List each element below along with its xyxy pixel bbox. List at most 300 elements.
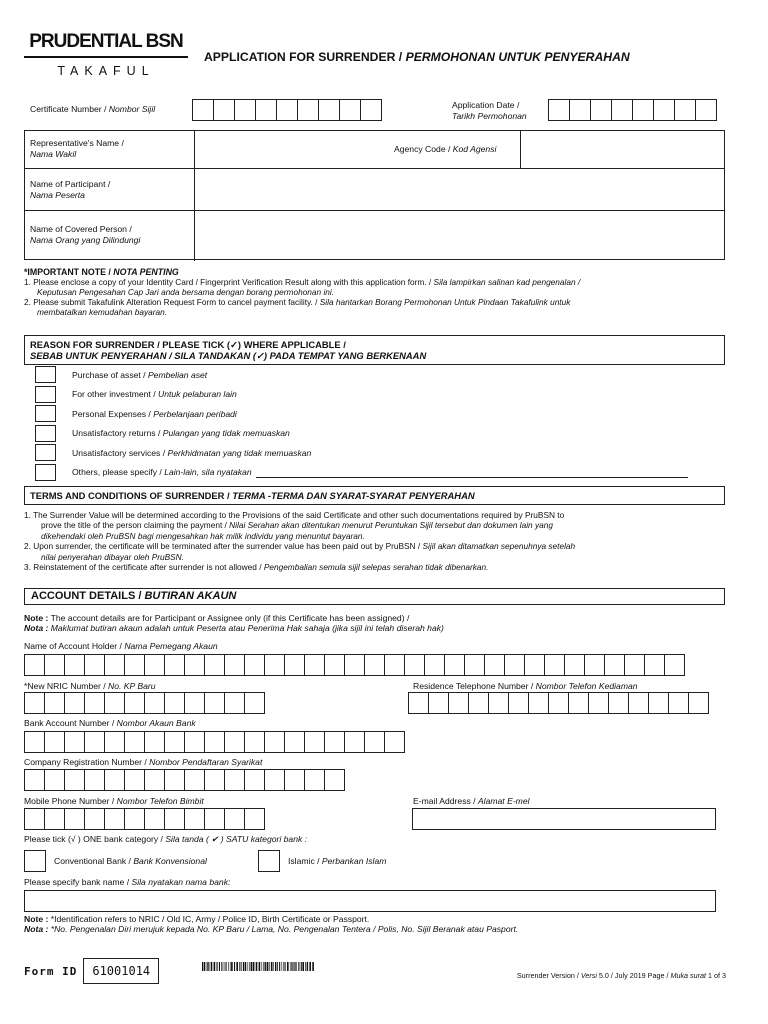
barcode-bar: [285, 962, 286, 971]
certificate-number-cell[interactable]: [360, 99, 382, 121]
nric-cell[interactable]: [64, 692, 85, 714]
certificate-number-cell[interactable]: [276, 99, 298, 121]
account-nota-text: Maklumat butiran akaun adalah untuk Peserta atau Penerima Hak sahaja (jika sijil ini telah diserah hak): [48, 623, 444, 633]
barcode-bar: [305, 962, 306, 971]
reason-option-label-my: Perbelanjaan peribadi: [153, 408, 237, 419]
bank-account-cell[interactable]: [284, 731, 305, 753]
form-title-my: PERMOHONAN UNTUK PENYERAHAN: [405, 50, 630, 64]
account-holder-cell[interactable]: [604, 654, 625, 676]
residence-phone-label-my: Nombor Telefon Kediaman: [535, 681, 638, 691]
account-holder-cell[interactable]: [364, 654, 385, 676]
reason-checkbox[interactable]: [35, 464, 56, 481]
reason-option-label-en: Unsatisfactory returns /: [72, 428, 163, 439]
bank-account-cell[interactable]: [84, 731, 105, 753]
bank-account-cell[interactable]: [364, 731, 385, 753]
barcode-bar: [283, 962, 284, 971]
account-holder-label-my: Nama Pemegang Akaun: [124, 641, 218, 651]
nric-cell[interactable]: [104, 692, 125, 714]
participant-name-label-my: Nama Peserta: [30, 190, 85, 200]
account-holder-cell[interactable]: [184, 654, 205, 676]
company-registration-cell[interactable]: [44, 769, 65, 791]
residence-phone-label-en: Residence Telephone Number /: [413, 681, 536, 691]
residence-phone-cell[interactable]: [408, 692, 429, 714]
identification-nota-text: *No. Pengenalan Diri merujuk kepada No. KP Baru / Lama, No. Pengenalan Tentera / Polis, No. Sijil Beranak atau Pasport.: [48, 924, 519, 934]
bank-account-label-en: Bank Account Number /: [24, 718, 117, 728]
application-date-cell[interactable]: [548, 99, 570, 121]
barcode-bar: [207, 962, 208, 971]
nric-cell[interactable]: [224, 692, 245, 714]
bank-account-cell[interactable]: [324, 731, 345, 753]
form-id: [24, 958, 159, 984]
nric-label-my: No. KP Baru: [108, 681, 156, 691]
account-holder-cell[interactable]: [124, 654, 145, 676]
residence-phone-cell[interactable]: [508, 692, 529, 714]
account-holder-cell[interactable]: [464, 654, 485, 676]
representative-name-label-en: Representative's Name /: [30, 138, 124, 148]
mobile-phone-cell[interactable]: [184, 808, 205, 830]
nric-cell[interactable]: [164, 692, 185, 714]
nric-cell[interactable]: [184, 692, 205, 714]
email-label-en: E-mail Address /: [413, 796, 478, 806]
application-date-cell[interactable]: [653, 99, 675, 121]
reason-checkbox[interactable]: [35, 405, 56, 422]
barcode-bar: [249, 962, 250, 971]
company-registration-cell[interactable]: [224, 769, 245, 791]
account-note-my: [24, 623, 729, 633]
conventional-bank-label: [54, 856, 207, 866]
bank-name-label: [24, 877, 230, 888]
account-header-en: ACCOUNT DETAILS /: [31, 590, 145, 602]
company-registration-cell[interactable]: [164, 769, 185, 791]
residence-phone-cell[interactable]: [488, 692, 509, 714]
barcode-bar: [291, 962, 292, 971]
barcode-bar: [256, 962, 258, 971]
barcode-bar: [251, 962, 253, 971]
nric-label-en: *New NRIC Number /: [24, 681, 109, 691]
identification-nota-label: Nota :: [24, 924, 49, 934]
residence-phone-cell[interactable]: [688, 692, 709, 714]
residence-phone-cell[interactable]: [468, 692, 489, 714]
company-registration-cell[interactable]: [64, 769, 85, 791]
certificate-number-cell[interactable]: [192, 99, 214, 121]
barcode-bar: [263, 962, 264, 971]
account-holder-cell[interactable]: [644, 654, 665, 676]
bank-account-cell[interactable]: [124, 731, 145, 753]
barcode-bar: [294, 962, 295, 971]
account-holder-cell[interactable]: [204, 654, 225, 676]
bank-category-label: [24, 834, 307, 845]
conventional-bank-label-en: Conventional Bank /: [54, 856, 134, 866]
participant-name-label-en: Name of Participant /: [30, 179, 111, 189]
terms-item-3: [24, 562, 729, 572]
barcode-bar: [204, 962, 206, 971]
reason-option-personal-expenses[interactable]: [35, 404, 688, 424]
barcode-bar: [259, 962, 261, 971]
company-registration-cell[interactable]: [264, 769, 285, 791]
certificate-number-cell[interactable]: [255, 99, 277, 121]
mobile-phone-cell[interactable]: [44, 808, 65, 830]
agency-code-field[interactable]: [521, 131, 725, 167]
nric-cell[interactable]: [24, 692, 45, 714]
barcode-bar: [269, 962, 270, 971]
agency-code-label: [394, 144, 496, 155]
bank-account-cell[interactable]: [184, 731, 205, 753]
certificate-number-cell[interactable]: [234, 99, 256, 121]
bank-account-cell[interactable]: [144, 731, 165, 753]
barcode-bar: [301, 962, 302, 971]
certificate-number-cell[interactable]: [297, 99, 319, 121]
company-registration-cell[interactable]: [104, 769, 125, 791]
reason-checkbox[interactable]: [35, 444, 56, 461]
bank-account-cell[interactable]: [264, 731, 285, 753]
bank-account-cell[interactable]: [224, 731, 245, 753]
barcode-bar: [225, 962, 226, 971]
islamic-bank-checkbox[interactable]: [258, 850, 280, 872]
barcode-bar: [302, 962, 304, 971]
account-holder-cell[interactable]: [224, 654, 245, 676]
application-date-label-my: Tarikh Permohonan: [452, 111, 527, 121]
bank-category-islamic[interactable]: [258, 850, 386, 872]
account-header-my: BUTIRAN AKAUN: [144, 590, 237, 602]
bank-name-label-en: Please specify bank name /: [24, 877, 132, 887]
account-holder-cell[interactable]: [384, 654, 405, 676]
mobile-phone-cell[interactable]: [144, 808, 165, 830]
barcode-bar: [271, 962, 273, 971]
nric-cell[interactable]: [84, 692, 105, 714]
reason-checkbox[interactable]: [35, 366, 56, 383]
application-date-cell[interactable]: [674, 99, 696, 121]
account-note-en: [24, 613, 729, 623]
barcode-bar: [241, 962, 242, 971]
representative-name-label-my: Nama Wakil: [30, 149, 77, 159]
bank-account-cell[interactable]: [344, 731, 365, 753]
bank-account-cell[interactable]: [44, 731, 65, 753]
mobile-phone-cell[interactable]: [244, 808, 265, 830]
residence-phone-label: [413, 681, 638, 692]
important-note-item-2-cont: membatalkan kemudahan bayaran.: [37, 307, 168, 317]
barcode-bar: [228, 962, 229, 971]
bank-name-field[interactable]: [24, 890, 716, 912]
reason-options: [35, 365, 688, 482]
bank-account-cell[interactable]: [204, 731, 225, 753]
mobile-phone-cell[interactable]: [164, 808, 185, 830]
mobile-phone-cell[interactable]: [124, 808, 145, 830]
participant-name-field[interactable]: [195, 169, 725, 209]
barcode-bar: [224, 962, 225, 971]
account-section-header: [24, 588, 725, 605]
account-holder-label: [24, 641, 218, 652]
identification-note-my: [24, 924, 734, 934]
account-note-text: The account details are for Participant or Assignee only (if this Certificate has been assigned) /: [48, 613, 410, 623]
email-field[interactable]: [412, 808, 716, 830]
reason-option-label-en: Others, please specify /: [72, 467, 165, 478]
mobile-phone-label: [24, 796, 204, 807]
application-date-label: [452, 100, 527, 122]
account-holder-cell[interactable]: [664, 654, 685, 676]
terms-item-2-line-2: nilai penyerahan dibayar oleh PruBSN.: [41, 551, 184, 562]
bank-account-label-my: Nombor Akaun Bank: [116, 718, 196, 728]
mobile-phone-cell[interactable]: [24, 808, 45, 830]
account-holder-cell[interactable]: [104, 654, 125, 676]
terms-item-1: 1. The Surrender Value will be determined according to the Provisions of the said Certificate and other such documentations required by PruBSN to: [24, 510, 565, 520]
residence-phone-cell[interactable]: [648, 692, 669, 714]
nric-label: [24, 681, 156, 692]
nric-cell[interactable]: [204, 692, 225, 714]
barcode-bar: [312, 962, 314, 971]
barcode-bar: [211, 962, 213, 971]
account-holder-cell[interactable]: [564, 654, 585, 676]
account-holder-cell[interactable]: [444, 654, 465, 676]
mobile-phone-cell[interactable]: [64, 808, 85, 830]
reason-option-others[interactable]: [35, 463, 688, 483]
footer-page-number: 1 of 3: [706, 971, 726, 980]
company-registration-cell[interactable]: [84, 769, 105, 791]
account-holder-label-en: Name of Account Holder /: [24, 641, 125, 651]
terms-item-2-en: 2. Upon surrender, the certificate will be terminated after the surrender value has been paid out by PruBSN /: [24, 541, 423, 552]
reason-option-label: [72, 389, 237, 399]
form-title-en: APPLICATION FOR SURRENDER /: [204, 50, 406, 64]
company-registration-cell[interactable]: [284, 769, 305, 791]
terms-item-1-line-3: dikehendaki oleh PruBSN bagi mengesahkan hak milik individu yang menuntut bayaran.: [41, 530, 365, 541]
others-specify-line[interactable]: [256, 467, 688, 478]
account-holder-cell[interactable]: [324, 654, 345, 676]
certificate-number-label-my: Nombor Sijil: [108, 104, 156, 114]
residence-phone-cell[interactable]: [668, 692, 689, 714]
mobile-phone-cell[interactable]: [204, 808, 225, 830]
nric-cell[interactable]: [144, 692, 165, 714]
residence-phone-boxes[interactable]: [408, 692, 709, 714]
account-holder-cell[interactable]: [244, 654, 265, 676]
mobile-phone-label-en: Mobile Phone Number /: [24, 796, 117, 806]
bank-account-cell[interactable]: [64, 731, 85, 753]
reason-option-label: [72, 428, 290, 438]
nric-cell[interactable]: [244, 692, 265, 714]
account-holder-cell[interactable]: [544, 654, 565, 676]
account-holder-cell[interactable]: [304, 654, 325, 676]
company-registration-cell[interactable]: [184, 769, 205, 791]
reason-option-label-my: Lain-lain, sila nyatakan: [164, 467, 252, 478]
conventional-bank-checkbox[interactable]: [24, 850, 46, 872]
terms-item-1-line-2: [24, 520, 729, 530]
reason-option-label-en: Personal Expenses /: [72, 408, 154, 419]
barcode-bar: [239, 962, 240, 971]
account-note: [24, 613, 729, 633]
reason-option-label-en: Unsatisfactory services /: [72, 447, 168, 458]
residence-phone-cell[interactable]: [448, 692, 469, 714]
mobile-phone-cell[interactable]: [84, 808, 105, 830]
reason-option-label-my: Pembelian aset: [147, 369, 208, 380]
certificate-number-cell[interactable]: [339, 99, 361, 121]
terms-item-1-my: Nilai Serahan akan ditentukan menurut Peruntukan Sijil tersebut dan dokumen lain yang: [229, 520, 553, 531]
reason-option-unsatisfactory-returns[interactable]: [35, 424, 688, 444]
bank-account-cell[interactable]: [304, 731, 325, 753]
covered-person-field[interactable]: [195, 211, 725, 260]
application-date-cell[interactable]: [632, 99, 654, 121]
reason-header-my: SEBAB UNTUK PENYERAHAN / SILA TANDAKAN (✓) PADA TEMPAT YANG BERKENAAN: [30, 350, 427, 361]
covered-person-label: [30, 224, 140, 246]
company-registration-boxes[interactable]: [24, 769, 345, 791]
terms-list: [24, 510, 729, 572]
account-holder-cell[interactable]: [84, 654, 105, 676]
account-holder-cell[interactable]: [484, 654, 505, 676]
barcode-bar: [202, 962, 203, 971]
important-note-item-1-my: Sila lampirkan salinan kad pengenalan /: [433, 277, 581, 287]
bank-account-boxes[interactable]: [24, 731, 405, 753]
nric-cell[interactable]: [124, 692, 145, 714]
important-note-item-2-my: Sila hantarkan Borang Permohonan Untuk Pindaan Takafulink untuk: [319, 297, 571, 307]
terms-item-3-my: Pengembalian semula sijil selepas serahan tidak dibenarkan.: [263, 562, 489, 573]
barcode-bar: [298, 962, 299, 971]
important-note-item-2: [24, 297, 729, 307]
identification-note: [24, 914, 734, 934]
account-note-label: Note :: [24, 613, 49, 623]
account-nota-label: Nota :: [24, 623, 49, 633]
terms-item-1-en: prove the title of the person claiming the payment /: [41, 520, 230, 531]
mobile-phone-cell[interactable]: [224, 808, 245, 830]
barcode-image: [202, 962, 314, 971]
account-holder-cell[interactable]: [24, 654, 45, 676]
bank-account-cell[interactable]: [244, 731, 265, 753]
application-date-cell[interactable]: [590, 99, 612, 121]
terms-item-2: [24, 541, 729, 551]
account-holder-cell[interactable]: [344, 654, 365, 676]
account-holder-cell[interactable]: [504, 654, 525, 676]
company-registration-cell[interactable]: [24, 769, 45, 791]
reason-checkbox[interactable]: [35, 386, 56, 403]
terms-header-my: TERMA -TERMA DAN SYARAT-SYARAT PENYERAHAN: [232, 490, 475, 501]
certificate-number-label: [30, 104, 155, 115]
barcode-bar: [214, 962, 216, 971]
mobile-phone-boxes[interactable]: [24, 808, 265, 830]
participant-info-table: [24, 130, 725, 260]
company-registration-cell[interactable]: [244, 769, 265, 791]
barcode-bar: [219, 962, 220, 971]
terms-header-en: TERMS AND CONDITIONS OF SURRENDER /: [30, 490, 233, 501]
important-note-item-1-en: 1. Please enclose a copy of your Identity Card / Fingerprint Verification Result along with this application form. /: [24, 277, 434, 287]
reason-checkbox[interactable]: [35, 425, 56, 442]
company-registration-cell[interactable]: [144, 769, 165, 791]
reason-option-purchase-asset[interactable]: [35, 365, 688, 385]
barcode-bar: [208, 962, 209, 971]
agency-code-label-my: Kod Agensi: [452, 144, 497, 154]
reason-option-unsatisfactory-services[interactable]: [35, 443, 688, 463]
bank-account-cell[interactable]: [164, 731, 185, 753]
bank-account-label: [24, 718, 196, 729]
barcode-bar: [265, 962, 266, 971]
terms-item-2-my: Sijil akan ditamatkan sepenuhnya setelah: [422, 541, 576, 552]
account-holder-cell[interactable]: [44, 654, 65, 676]
account-holder-cell[interactable]: [624, 654, 645, 676]
barcode-bar: [273, 962, 274, 971]
important-note: [24, 267, 729, 317]
barcode-bar: [277, 962, 278, 971]
form-id-value: 61001014: [83, 958, 159, 984]
account-holder-cell[interactable]: [404, 654, 425, 676]
account-holder-cell[interactable]: [424, 654, 445, 676]
reason-option-other-investment[interactable]: [35, 385, 688, 405]
bank-account-cell[interactable]: [104, 731, 125, 753]
residence-phone-cell[interactable]: [588, 692, 609, 714]
logo-divider: [24, 56, 188, 58]
form-id-label: Form ID: [24, 964, 78, 978]
certificate-number-boxes[interactable]: [192, 99, 382, 121]
page-footer: [517, 971, 726, 980]
barcode-bar: [230, 962, 231, 971]
nric-boxes[interactable]: [24, 692, 265, 714]
important-note-item-1: [24, 277, 729, 287]
account-holder-cell[interactable]: [524, 654, 545, 676]
bank-category-conventional[interactable]: [24, 850, 207, 872]
nric-cell[interactable]: [44, 692, 65, 714]
application-date-cell[interactable]: [611, 99, 633, 121]
application-date-boxes[interactable]: [548, 99, 717, 121]
account-holder-cell[interactable]: [584, 654, 605, 676]
reason-option-label-my: Perkhidmatan yang tidak memuaskan: [167, 447, 312, 458]
mobile-phone-label-my: Nombor Telefon Bimbit: [116, 796, 204, 806]
logo: [24, 31, 188, 78]
account-holder-cell[interactable]: [64, 654, 85, 676]
barcode-bar: [217, 962, 218, 971]
company-registration-cell[interactable]: [124, 769, 145, 791]
reason-option-label-en: For other investment /: [72, 389, 158, 400]
identification-note-en: [24, 914, 734, 924]
account-holder-boxes[interactable]: [24, 654, 685, 676]
residence-phone-cell[interactable]: [628, 692, 649, 714]
barcode-bar: [287, 962, 289, 971]
account-holder-cell[interactable]: [144, 654, 165, 676]
residence-phone-cell[interactable]: [428, 692, 449, 714]
account-holder-cell[interactable]: [284, 654, 305, 676]
residence-phone-cell[interactable]: [548, 692, 569, 714]
application-date-cell[interactable]: [695, 99, 717, 121]
company-registration-label: [24, 757, 262, 768]
certificate-number-cell[interactable]: [213, 99, 235, 121]
barcode-bar: [290, 962, 291, 971]
residence-phone-cell[interactable]: [608, 692, 629, 714]
participant-name-label: [30, 179, 110, 201]
residence-phone-cell[interactable]: [568, 692, 589, 714]
bank-category-label-my: Sila tanda ( ✔ ) SATU kategori bank :: [165, 834, 308, 844]
footer-version-en: Surrender Version /: [516, 971, 581, 980]
barcode-bar: [226, 962, 227, 971]
company-registration-cell[interactable]: [324, 769, 345, 791]
barcode-bar: [243, 962, 244, 971]
footer-page-my: Muka surat: [670, 971, 707, 980]
bank-account-cell[interactable]: [24, 731, 45, 753]
barcode-bar: [248, 962, 249, 971]
representative-name-field[interactable]: [195, 131, 389, 167]
identification-note-text: *Identification refers to NRIC / Old IC, Army / Police ID, Birth Certificate or Passport.: [48, 914, 370, 924]
bank-account-cell[interactable]: [384, 731, 405, 753]
application-date-cell[interactable]: [569, 99, 591, 121]
residence-phone-cell[interactable]: [528, 692, 549, 714]
company-registration-cell[interactable]: [304, 769, 325, 791]
certificate-number-cell[interactable]: [318, 99, 340, 121]
barcode-bar: [236, 962, 238, 971]
company-registration-cell[interactable]: [204, 769, 225, 791]
footer-version-date: 5.0 / July 2019 Page /: [596, 971, 671, 980]
footer-version-my: Versi: [580, 971, 597, 980]
reason-option-label: [72, 467, 252, 477]
account-holder-cell[interactable]: [164, 654, 185, 676]
islamic-bank-label-my: Perbankan Islam: [321, 856, 387, 866]
reason-section-header: [24, 335, 725, 365]
barcode-bar: [234, 962, 235, 971]
account-holder-cell[interactable]: [264, 654, 285, 676]
barcode-bar: [307, 962, 308, 971]
covered-person-label-my: Nama Orang yang Dilindungi: [30, 235, 141, 245]
mobile-phone-cell[interactable]: [104, 808, 125, 830]
